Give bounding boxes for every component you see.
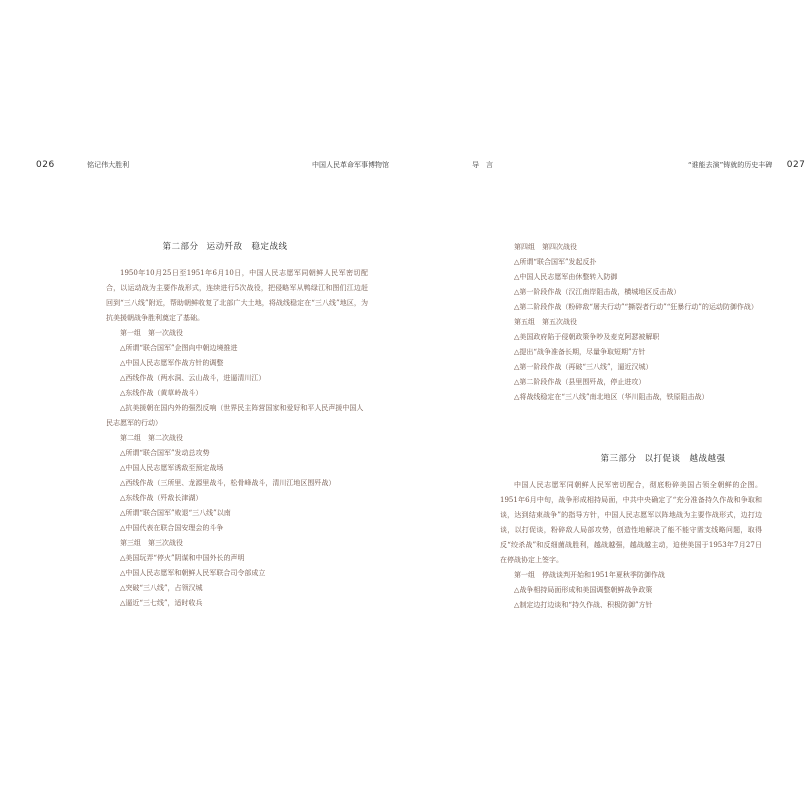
left-page — [0, 0, 400, 800]
right-bottom-text-block — [500, 478, 762, 613]
right-top-outline-item: △提出“战争准备长期，尽量争取短期”方针 — [514, 348, 646, 356]
left-outline-item: △中国代表在联合国安理会的斗争 — [120, 524, 224, 532]
right-top-outline-item: △将战线稳定在“三八线”南北地区（华川阻击战，铁原阻击战） — [514, 393, 709, 401]
right-top-outline-item: △中国人民志愿军由休整转入防御 — [514, 273, 618, 281]
left-outline-list — [106, 326, 368, 611]
left-outline-item: △美国玩弄“停火”阴谋和中国外长的声明 — [120, 554, 245, 562]
right-top-outline-item: △所谓“联合国军”发起反扑 — [514, 258, 597, 266]
left-outline-item: △所谓“联合国军”企图向中朝边境推进 — [120, 344, 238, 352]
left-outline-item: △逼近“三七线”，适时收兵 — [120, 599, 203, 607]
left-outline-item: △抗美援朝在国内外的强烈反响（世界民主阵营国家和爱好和平人民声援中国人民志愿军的行动） — [106, 404, 364, 427]
right-outline-list-top — [500, 240, 762, 405]
left-outline-item: △西线作战（两水洞、云山战斗，进逼清川江） — [120, 374, 266, 382]
left-outline-item: △所谓“联合国军”发动总攻势 — [120, 449, 210, 457]
right-part-subtitle: 以打促谈 越战越强 — [644, 454, 726, 464]
right-page — [400, 0, 805, 800]
left-outline-item: △中国人民志愿军诱敌至预定战场 — [120, 464, 224, 472]
left-outline-item: △中国人民志愿军作战方针的调整 — [120, 359, 224, 367]
right-top-outline-item: 第五组 第五次战役 — [514, 318, 577, 326]
left-outline-item: △东线作战（歼敌长津湖） — [120, 494, 203, 502]
left-running-head — [36, 160, 129, 170]
left-outline-item: 第一组 第一次战役 — [120, 329, 183, 337]
right-top-outline-item: △美国政府陷于侵朝政策争吵及麦克阿瑟被解职 — [514, 333, 660, 341]
right-header-right: “谁能去演”铸就的历史丰碑 — [688, 161, 773, 169]
left-outline-item: 第三组 第三次战役 — [120, 539, 183, 547]
left-outline-item: △所谓“联合国军”败退“三八线”以南 — [120, 509, 231, 517]
left-page-number: 026 — [36, 160, 55, 170]
left-header-right: 中国人民革命军事博物馆 — [312, 161, 389, 169]
left-part-label: 第二部分 — [162, 242, 199, 252]
left-text-block — [106, 266, 368, 611]
right-top-outline-item: 第四组 第四次战役 — [514, 243, 577, 251]
left-header-title: 铭记伟大胜利 — [87, 161, 130, 169]
left-part-title — [110, 240, 340, 252]
right-top-outline-item: △第二阶段作战（粉碎敌“屠夫行动”“撕裂者行动”“狂暴行动”的运动防御作战） — [514, 303, 758, 311]
right-part-label: 第三部分 — [600, 454, 637, 464]
left-intro-paragraph: 1950年10月25日至1951年6月10日，中国人民志愿军同朝鲜人民军密切配合，以运动战为主要作战形式，连续进行5次战役，把侵略军从鸭绿江和图们江边赶回到“三八线”附近，帮助朝鲜收复了北部广大土地，将战线稳定在“三八线”地区，为抗美援朝战争胜利奠定了基础。 — [106, 269, 368, 322]
right-header-title: 导 言 — [472, 161, 493, 169]
right-part-title — [548, 452, 778, 464]
right-bottom-outline-item: 第一组 停战谈判开始和1951年夏秋季防御作战 — [514, 571, 665, 579]
right-bottom-outline-item: △制定边打边谈和“持久作战、积极防御”方针 — [514, 601, 653, 609]
right-top-outline-item: △第一阶段作战（再破“三八线”，逼近汉城） — [514, 363, 653, 371]
right-top-outline-item: △第二阶段作战（县里围歼战，停止进攻） — [514, 378, 646, 386]
right-top-text-block — [500, 240, 762, 405]
right-page-number: 027 — [786, 160, 805, 170]
right-outline-list-bottom — [500, 568, 762, 613]
right-bottom-outline-item: △战争相持局面形成和美国调整朝鲜战争政策 — [514, 586, 653, 594]
right-top-outline-item: △第一阶段作战（汉江南岸阻击战，横城地区反击战） — [514, 288, 681, 296]
right-running-head — [688, 160, 805, 170]
left-outline-item: △西线作战（三所里、龙源里战斗，松骨峰战斗，清川江地区围歼战） — [120, 479, 336, 487]
left-outline-item: 第二组 第二次战役 — [120, 434, 183, 442]
right-intro-paragraph: 中国人民志愿军同朝鲜人民军密切配合，彻底粉碎美国占领全朝鲜的企图。1951年6月中旬，战争形成相持局面，中共中央确定了“充分准备持久作战和争取和谈，达到结束战争”的指导方针，中国人民志愿军以阵地战为主要作战形式，边打边谈，以打促谈，粉碎敌人局部攻势，创造性地解决了能不能守需支线略问题，取得反“绞杀战”和反细菌战胜利，越战越强，越战越主动，迫使美国于1953年7月27日在停战协定上签字。 — [500, 481, 762, 564]
left-outline-item: △突破“三八线”，占领汉城 — [120, 584, 203, 592]
left-outline-item: △中国人民志愿军和朝鲜人民军联合司令部成立 — [120, 569, 266, 577]
left-outline-item: △东线作战（黄草岭战斗） — [120, 389, 203, 397]
left-part-subtitle: 运动歼敌 稳定战线 — [206, 242, 288, 252]
